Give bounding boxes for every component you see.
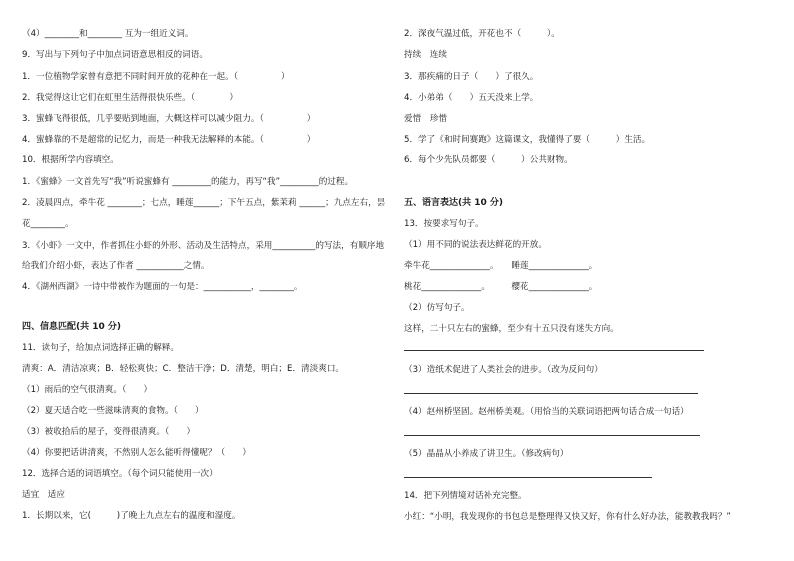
text-line: （2）夏天适合吃一些滋味清爽的食物。（ ） — [22, 406, 204, 416]
text-line: 给我们介绍小虾，表达了作者 ___________之情。 — [22, 261, 210, 271]
text-line: 清爽：A．清洁凉爽；B．轻松爽快；C．整洁干净；D．清楚，明白；E．清淡爽口。 — [22, 364, 345, 374]
text-line: 5．学了《和时间赛跑》这篇课文，我懂得了要（ ）生活。 — [404, 135, 651, 145]
text-line: （1）雨后的空气很清爽。（ ） — [22, 385, 153, 395]
text-line: 4．《湖州西湖》一诗中带被作为题面的一句是：___________，________。 — [22, 282, 303, 292]
text-line: （4）你要把话讲清爽，不然别人怎么能听得懂呢？（ ） — [22, 448, 251, 458]
text-line: （5）晶晶从小养成了讲卫生。（修改病句） — [404, 449, 569, 459]
text-line: （3）被收拾后的屋子，变得很清爽。（ ） — [22, 427, 196, 437]
section-heading: 五、语言表达(共 10 分) — [404, 198, 504, 208]
text-line: 3．《小虾》一文中，作者抓住小虾的外形、活动及生活特点，采用__________的写法，有顺序地 — [22, 241, 385, 251]
answer-line — [404, 435, 700, 436]
text-line: 爱惜 珍惜 — [404, 114, 447, 124]
text-line: （1）用不同的说法表达鲜花的开放。 — [404, 240, 547, 250]
text-line: 6．每个少先队员都要（ ）公共财物。 — [404, 155, 573, 165]
text-line: 这样，二十只左右的蜜蜂，至少有十五只没有迷失方向。 — [404, 324, 619, 334]
text-line: 3．那疾痛的日子（ ）了很久。 — [404, 72, 539, 82]
text-line: 牵牛花______________。 睡莲______________。 — [404, 261, 598, 271]
text-line: 4．蜜蜂靠的不是超常的记忆力，而是一种我无法解释的本能。（ ） — [22, 135, 316, 145]
text-line: 10．根据所学内容填空。 — [22, 155, 119, 165]
text-line: 12．选择合适的词语填空。（每个词只能使用一次） — [22, 469, 218, 479]
text-line: 持续 连续 — [404, 50, 447, 60]
text-line: 13．按要求写句子。 — [404, 219, 484, 229]
text-line: 1．长期以来，它( )了晚上九点左右的温度和湿度。 — [22, 511, 241, 521]
text-line: （2）仿写句子。 — [404, 303, 470, 313]
text-line: 11．读句子，给加点词选择正确的解释。 — [22, 343, 180, 353]
text-line: 2．深夜气温过低，开花也不（ ）。 — [404, 29, 560, 39]
text-line: （4）赵州桥坚固。赵州桥美观。（用恰当的关联词语把两句话合成一句话） — [404, 407, 689, 417]
answer-line — [404, 393, 698, 394]
answer-line — [404, 350, 704, 351]
text-line: 3．蜜蜂飞得很低，几乎要贴到地面，大概这样可以减少阻力。（ ） — [22, 114, 316, 124]
answer-line — [404, 477, 652, 478]
text-line: 2．凌晨四点，牵牛花 ________；七点，睡莲______；下午五点，紫茉莉 ______；九点左右，昙 — [22, 198, 386, 208]
text-line: 2．我觉得这让它们在虹里生活得很快乐些。（ ） — [22, 93, 239, 103]
text-line: 9．写出与下列句子中加点词语意思相反的词语。 — [22, 50, 208, 60]
section-heading: 四、信息匹配(共 10 分) — [22, 322, 122, 332]
text-line: 适宜 适应 — [22, 490, 65, 500]
text-line: 4．小弟弟（ ）五天没来上学。 — [404, 93, 539, 103]
text-line: 桃花______________。 樱花______________。 — [404, 282, 598, 292]
text-line: （3）造纸术促进了人类社会的进步。（改为反问句） — [404, 365, 603, 375]
text-line: 1．《蜜蜂》一文首先写“我”听说蜜蜂有 _________的能力，再写“我”_________的过程。 — [22, 177, 354, 187]
text-line: 1．一位植物学家曾有意把不同时间开放的花种在一起。（ ） — [22, 72, 290, 82]
text-line: 小红：“小明，我发现你的书包总是整理得又快又好，你有什么好办法，能教教我吗？” — [404, 512, 731, 522]
text-line: 花________。 — [22, 219, 74, 229]
text-line: （4）________和________ 互为一组近义词。 — [22, 29, 194, 39]
text-line: 14．把下列情境对话补充完整。 — [404, 491, 527, 501]
